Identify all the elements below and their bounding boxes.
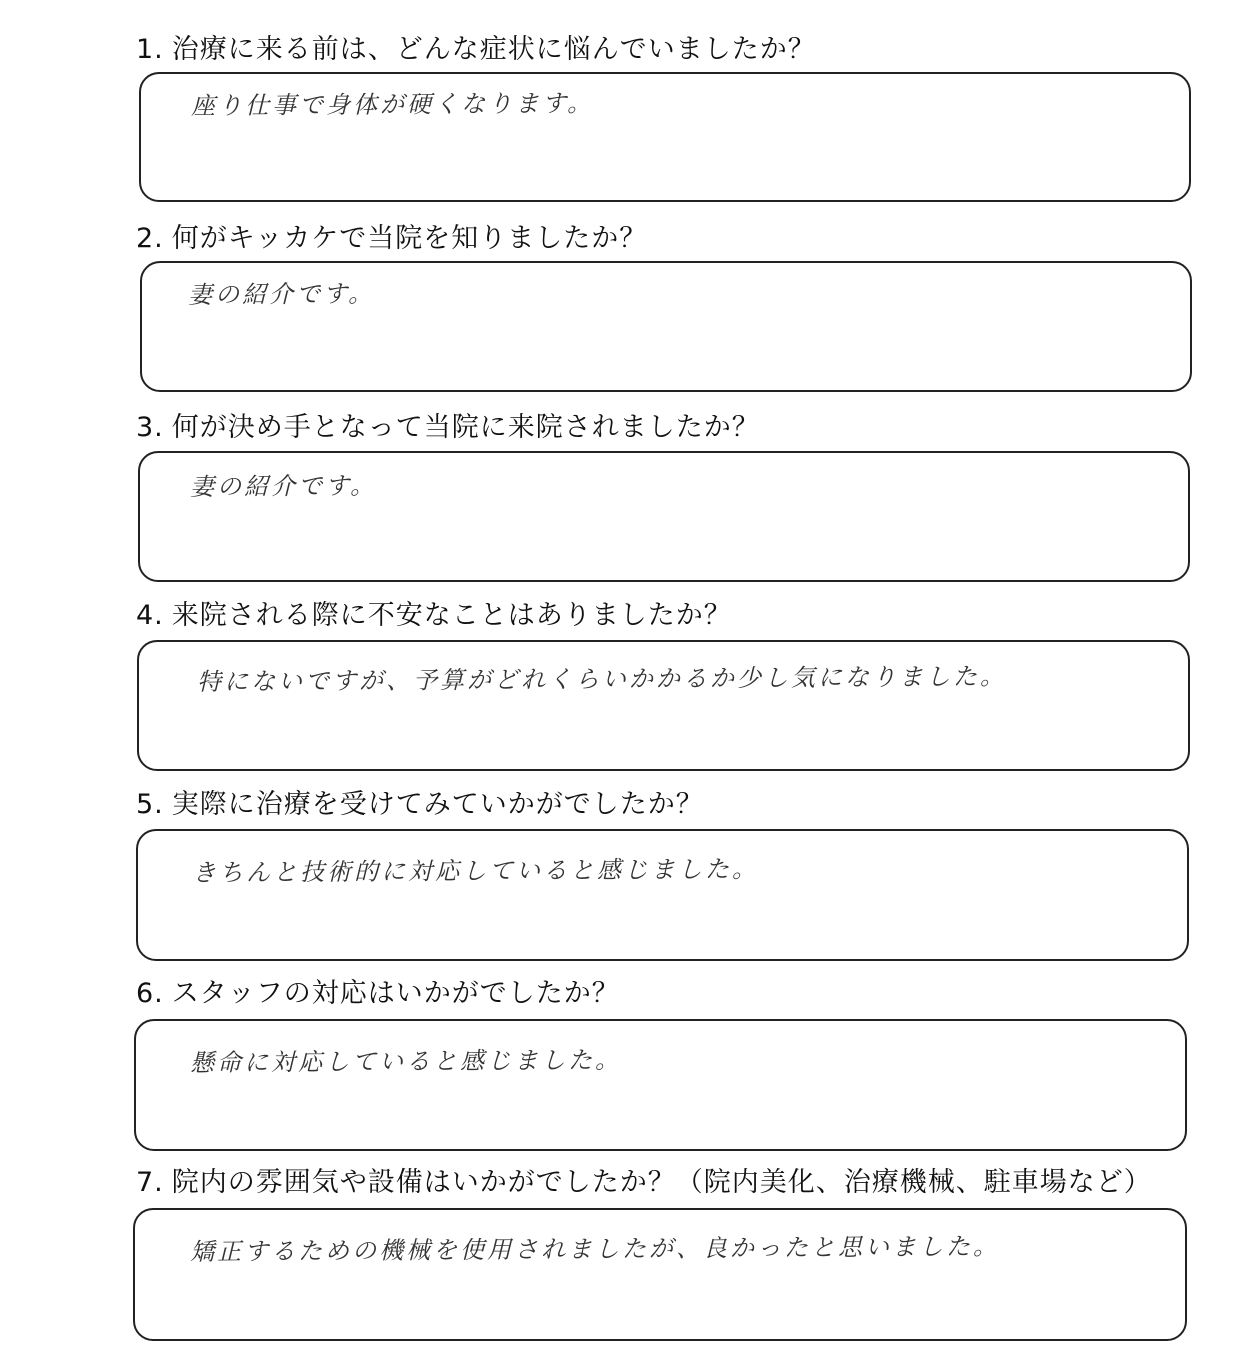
answer-2-handwriting: 妻の紹介です。 bbox=[187, 279, 376, 309]
answer-5-handwriting: きちんと技術的に対応していると感じました。 bbox=[191, 855, 760, 887]
question-7-number: 7. bbox=[136, 1167, 164, 1198]
question-3-label bbox=[136, 410, 760, 446]
answer-6-handwriting: 懸命に対応していると感じました。 bbox=[189, 1045, 623, 1077]
question-3-text: 何が決め手となって当院に来院されましたか？ bbox=[171, 412, 760, 443]
question-7-label bbox=[136, 1165, 1152, 1201]
question-3-number: 3. bbox=[136, 412, 164, 443]
question-2-number: 2. bbox=[136, 223, 164, 254]
question-4-text: 来院される際に不安なことはありましたか？ bbox=[171, 600, 732, 631]
question-6-number: 6. bbox=[136, 978, 164, 1009]
answer-4-handwriting: 特にないですが、予算がどれくらいかかるか少し気になりました。 bbox=[196, 662, 1008, 696]
answer-7-handwriting: 矯正するための機械を使用されましたが、良かったと思いました。 bbox=[189, 1232, 1001, 1266]
answer-box-2 bbox=[140, 261, 1192, 392]
answer-box-1 bbox=[139, 72, 1191, 202]
question-6-text: スタッフの対応はいかがでしたか？ bbox=[171, 978, 620, 1009]
answer-1-handwriting: 座り仕事で身体が硬くなります。 bbox=[190, 89, 595, 120]
question-2-text: 何がキッカケで当院を知りましたか？ bbox=[171, 223, 648, 254]
answer-box-5 bbox=[136, 829, 1189, 961]
question-5-label bbox=[136, 787, 704, 823]
answer-box-7 bbox=[133, 1208, 1187, 1341]
question-5-text: 実際に治療を受けてみていかがでしたか？ bbox=[171, 789, 704, 820]
question-6-label bbox=[136, 976, 620, 1012]
question-2-label bbox=[136, 221, 647, 257]
answer-box-6 bbox=[134, 1019, 1187, 1151]
question-7-text: 院内の雰囲気や設備はいかがでしたか？（院内美化、治療機械、駐車場など） bbox=[171, 1167, 1152, 1198]
question-1-label bbox=[136, 32, 816, 68]
question-1-text: 治療に来る前は、どんな症状に悩んでいましたか？ bbox=[171, 34, 816, 65]
answer-box-3 bbox=[138, 451, 1190, 582]
question-1-number: 1. bbox=[136, 34, 164, 65]
answer-3-handwriting: 妻の紹介です。 bbox=[189, 471, 378, 501]
question-4-label bbox=[136, 598, 732, 634]
answer-box-4 bbox=[137, 640, 1190, 771]
question-4-number: 4. bbox=[136, 600, 164, 631]
question-5-number: 5. bbox=[136, 789, 164, 820]
